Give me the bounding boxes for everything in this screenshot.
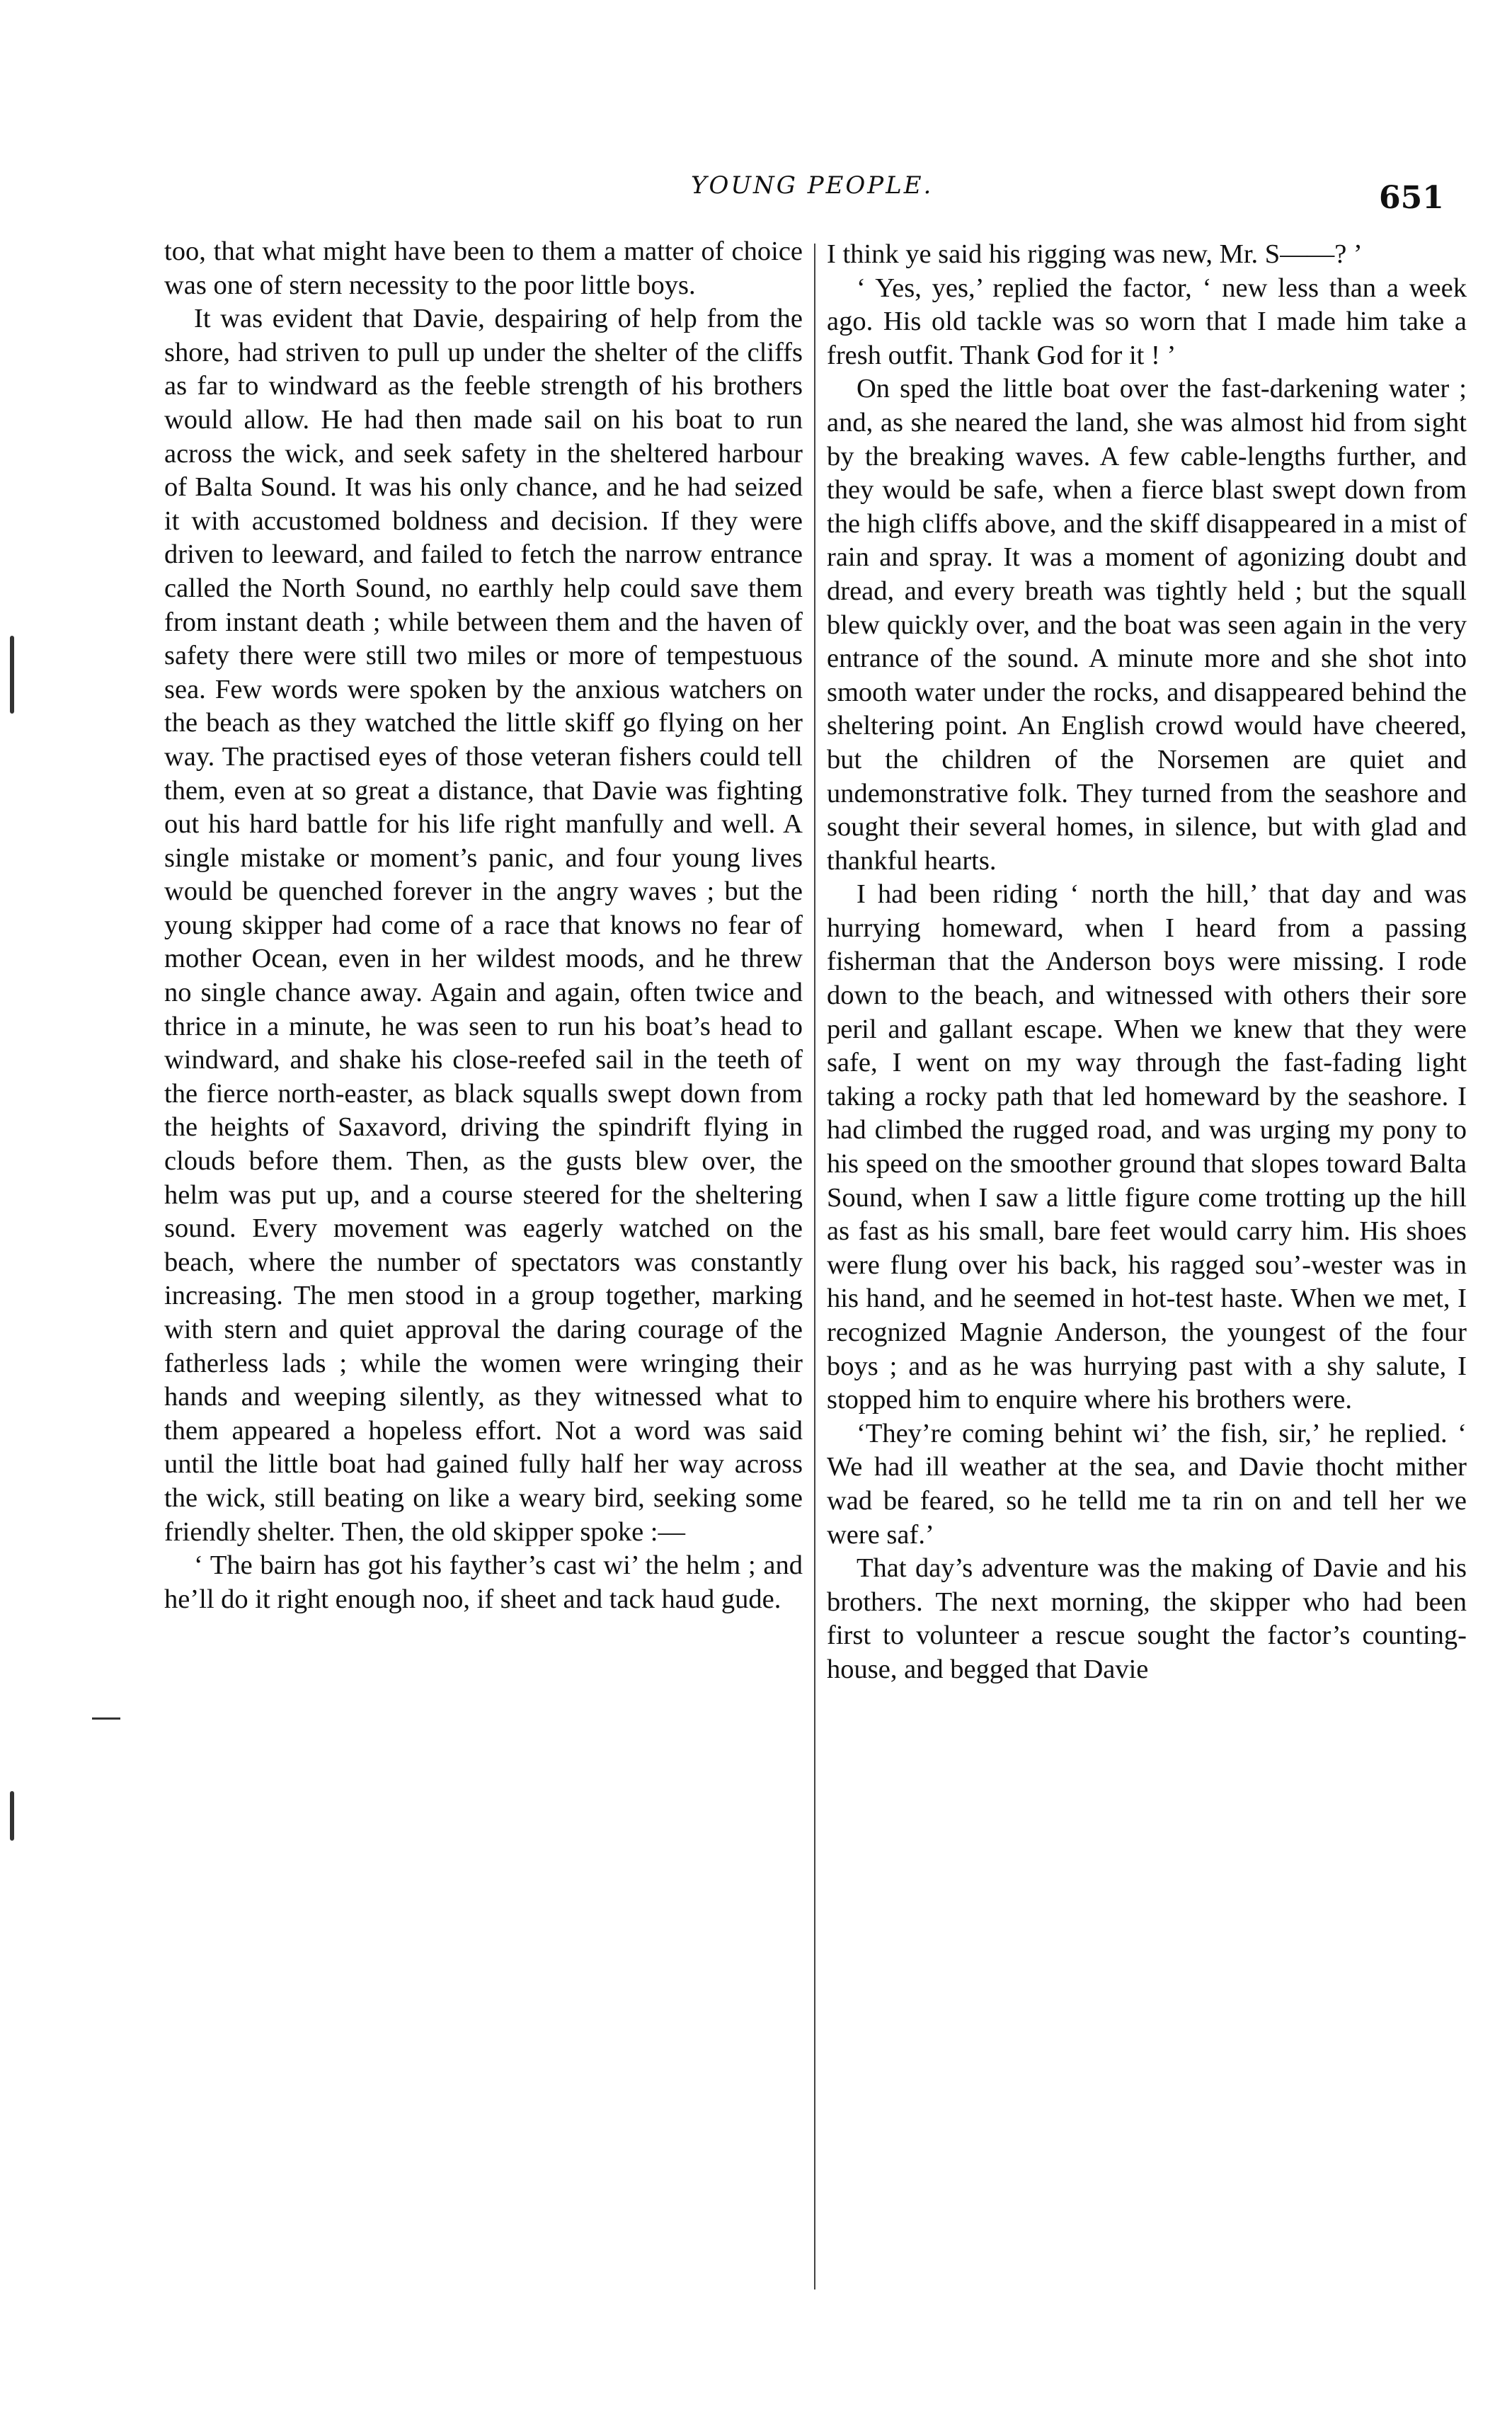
margin-mark [92,1717,120,1720]
paragraph: too, that what might have been to them a matter of choice was one of stern necessity to the poor little boys. [164,236,803,300]
left-column [164,235,803,1616]
paragraph: I had been riding ‘ north the hill,’ that day and was hurrying homeward, when I heard from a passing fisherman that the Anderson boys were missing. I rode down to the beach, and witnessed with others their sore peril and gallant escape. When we knew that they were safe, I went on my way through the fast-fading light taking a rocky path that led homeward by the seashore. I had climbed the rugged road, and was urging my pony to his speed on the smoother ground that slopes toward Balta Sound, when I saw a little figure come trotting up the hill as fast as his small, bare feet would carry him. His shoes were flung over his back, his ragged sou’-wester was in his hand, and he seemed in hot-test haste. When we met, I recognized Magnie Anderson, the youngest of the four boys ; and as he was hurrying past with a shy salute, I stopped him to enquire where his brothers were. [827,879,1467,1415]
paragraph: On sped the little boat over the fast-darkening water ; and, as she neared the land, she was almost hid from sight by the breaking waves. A few cable-lengths further, and they would be safe, when a fierce blast swept down from the high cliffs above, and the skiff disappeared in a mist of rain and spray. It was a moment of agonizing doubt and dread, and every breath was tightly held ; but the squall blew quickly over, and the boat was seen again in the very entrance of the sound. A minute more and she shot into smooth water under the rocks, and disappeared behind the sheltering point. An English crowd would have cheered, but the children of the Norsemen are quiet and undemonstrative folk. They turned from the seashore and sought their several homes, in silence, but with glad and thankful hearts. [827,374,1467,876]
paragraph: I think ye said his rigging was new, Mr. S——? ’ [827,239,1363,269]
running-title: YOUNG PEOPLE. [691,171,934,200]
margin-mark [10,1791,14,1841]
paragraph: ‘ Yes, yes,’ replied the factor, ‘ new less than a week ago. His old tackle was so worn that I made him take a fresh outfit. Thank God for it ! ’ [827,273,1467,370]
page-number: 651 [1379,180,1444,216]
paragraph: It was evident that Davie, despairing of help from the shore, had striven to pull up under the shelter of the cliffs as far to windward as the feeble strength of his brothers would allow. He had then made sail on his boat to run across the wick, and seek safety in the sheltered harbour of Balta Sound. It was his only chance, and he had seized it with accustomed boldness and decision. If they were driven to leeward, and failed to fetch the narrow entrance called the North Sound, no earthly help could save them from instant death ; while between them and the haven of safety there were still two miles or more of tempestuous sea. Few words were spoken by the anxious watchers on the beach as they watched the little skiff go flying on her way. The practised eyes of those veteran fishers could tell them, even at so great a distance, that Davie was fighting out his hard battle for his life right manfully and well. A single mistake or moment’s panic, and four young lives would be quenched forever in the angry waves ; but the young skipper had come of a race that knows no fear of mother Ocean, even in her wildest moods, and he threw no single chance away. Again and again, often twice and thrice in a minute, he was seen to run his boat’s head to windward, and shake his close-reefed sail in the teeth of the fierce north-easter, as black squalls swept down from the heights of Saxavord, driving the spindrift flying in clouds before them. Then, as the gusts blew over, the helm was put up, and a course steered for the sheltering sound. Every movement was eagerly watched on the beach, where the number of spectators was constantly increasing. The men stood in a group together, marking with stern and quiet approval the daring courage of the fatherless lads ; while the women were wringing their hands and weeping silently, as they witnessed what to them appeared a hopeless effort. Not a word was said until the little boat had gained fully half her way across the wick, still beating on like a weary bird, seeking some friendly shelter. Then, the old skipper spoke :— [164,304,803,1547]
page-header [0,167,1512,217]
margin-mark [10,636,14,714]
paragraph: That day’s adventure was the making of Davie and his brothers. The next morning, the skipper who had been first to volunteer a rescue sought the factor’s counting-house, and begged that Davie [827,1553,1467,1684]
right-column [827,238,1467,1687]
paragraph: ‘They’re coming behint wi’ the fish, sir,’ he replied. ‘ We had ill weather at the sea, and Davie thocht mither wad be feared, so he telld me ta rin on and tell her we were saf.’ [827,1418,1467,1550]
paragraph: ‘ The bairn has got his fayther’s cast wi’ the helm ; and he’ll do it right enough noo, if sheet and tack haud gude. [164,1550,803,1614]
column-rule [814,244,815,2289]
